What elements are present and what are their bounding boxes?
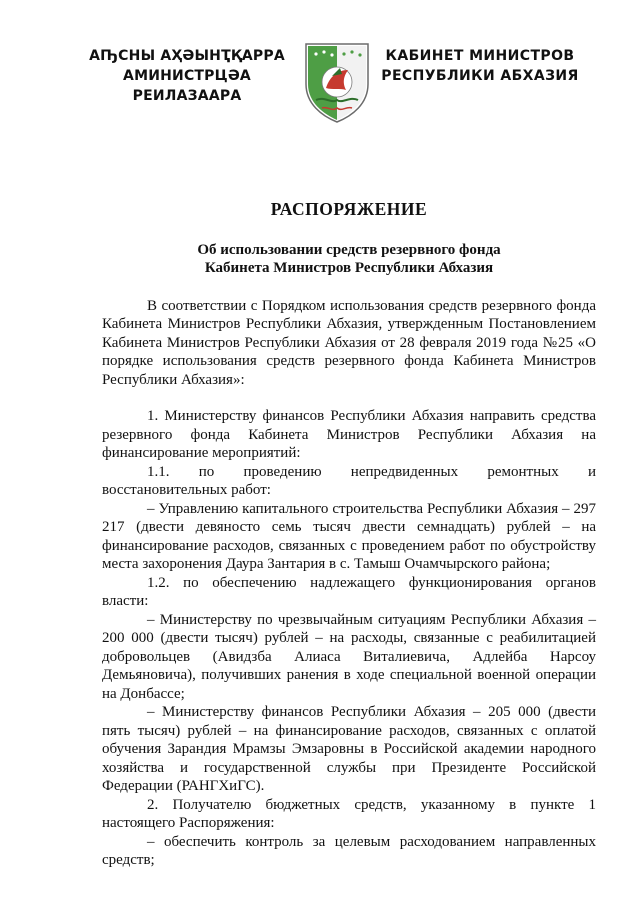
abkhazia-coat-of-arms-icon xyxy=(302,40,372,124)
paragraph-item-1: 1. Министерству финансов Республики Абхазия направить средства резервного фонда Кабинета Министров Республики Абхазия на финансирование мероприятий: xyxy=(102,408,596,461)
paragraph-item-1-1: 1.1. по проведению непредвиденных ремонтных и восстановительных работ: xyxy=(102,463,596,498)
letterhead xyxy=(0,40,640,130)
letterhead-abkhaz-line1: АҦСНЫ АҲӘЫНҬҚАРРА xyxy=(89,48,285,64)
paragraph-item-1-1-uks: – Управлению капитального строительства Республики Абхазия – 297 217 (двести девяносто семь тысяч двести семнадцать) рублей – на финансирование расходов, связанных с проведением работ по обустройству места захоронения Даура Зантария в с. Тамыш Очамчырского района; xyxy=(102,500,596,572)
paragraph-item-1-2: 1.2. по обеспечению надлежащего функционирования органов власти: xyxy=(102,574,596,609)
paragraph-item-2-control: – обеспечить контроль за целевым расходованием направленных средств; xyxy=(102,833,596,868)
paragraph-preamble: В соответствии с Порядком использования средств резервного фонда Кабинета Министров Республики Абхазия, утвержденным Постановлением Кабинета Министров Республики Абхазия от 28 февраля 2019 года №25 «О порядке использования средств резервного фонда Кабинета Министров Республики Абхазия»: xyxy=(102,297,596,388)
paragraph-item-1-2-mchs: – Министерству по чрезвычайным ситуациям Республики Абхазия – 200 000 (двести тысяч) рублей – на расходы, связанные с реабилитацией добровольцев (Авидзба Алиаса Виталиевича, Адлейба Нарсоу Демьяновича), получивших ранения в ходе специальной военной операции на Донбассе; xyxy=(102,611,596,702)
document-subtitle-line1: Об использовании средств резервного фонда xyxy=(197,241,501,258)
letterhead-russian xyxy=(380,46,580,86)
document-subtitle-line2: Кабинета Министров Республики Абхазия xyxy=(204,259,494,276)
letterhead-russian-line2: РЕСПУБЛИКИ АБХАЗИЯ xyxy=(381,68,579,84)
paragraph-item-2: 2. Получателю бюджетных средств, указанному в пункте 1 настоящего Распоряжения: xyxy=(102,796,596,831)
letterhead-abkhaz-line2: АМИНИСТРЦӘА РЕИЛАЗААРА xyxy=(123,68,251,104)
letterhead-russian-line1: КАБИНЕТ МИНИСТРОВ xyxy=(385,48,575,64)
paragraph-item-1-2-minfin: – Министерству финансов Республики Абхазия – 205 000 (двести пять тысяч) рублей – на финансирование расходов, связанных с оплатой обучения Зарандия Мрамзы Эмзаровны в Российской академии народного хозяйства и государственной службы при Президенте Российской Федерации (РАНГХиГС). xyxy=(102,704,596,794)
document-body xyxy=(102,200,596,870)
letterhead-abkhaz xyxy=(82,46,292,106)
document-title: РАСПОРЯЖЕНИЕ xyxy=(270,199,428,219)
document-subtitle xyxy=(102,241,596,277)
